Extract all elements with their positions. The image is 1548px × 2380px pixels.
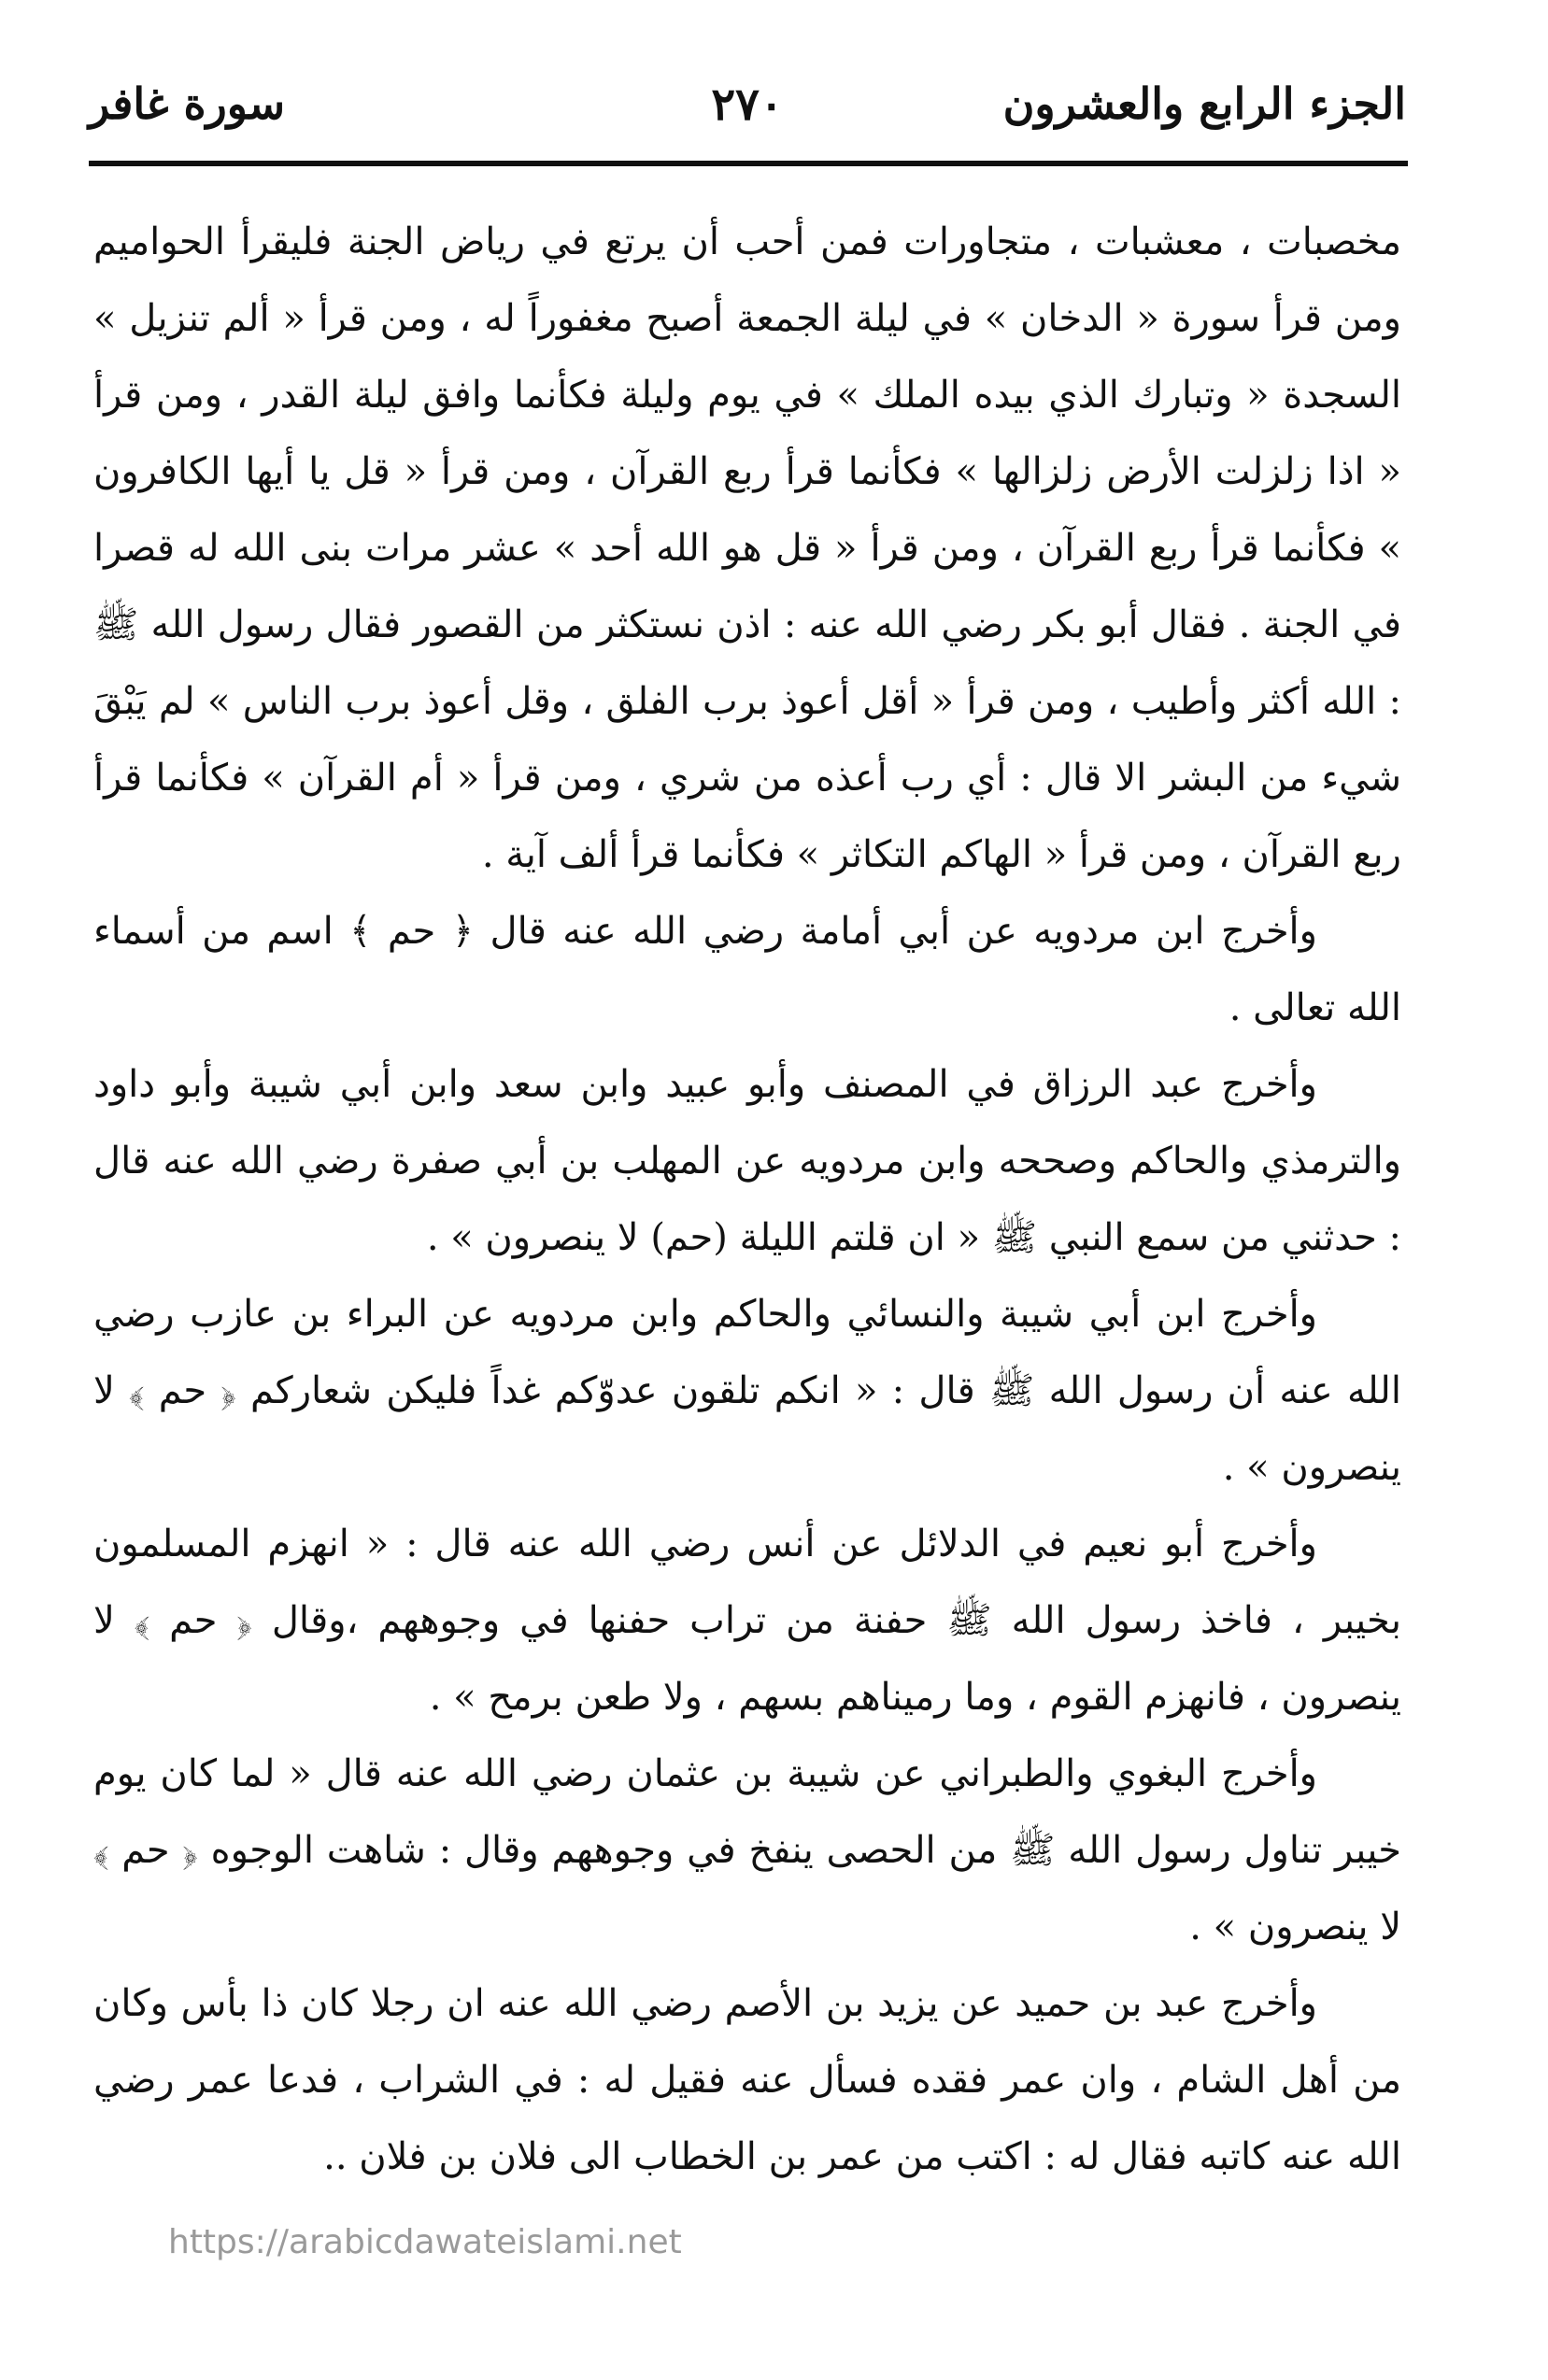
paragraph-3: وأخرج عبد الرزاق في المصنف وأبو عبيد وابن سعد وابن أبي شيبة وأبو داود والترمذي والحاكم وصححه وابن مردويه عن المهلب بن أبي صفرة رضي الله عنه قال : حدثني من سمع النبي ﷺ « ان قلتم الليلة (حم) لا ينصرون » .	[93, 1063, 1402, 1259]
paragraph-4: وأخرج ابن أبي شيبة والنسائي والحاكم وابن مردويه عن البراء بن عازب رضي الله عنه أن رسول الله ﷺ قال : « انكم تلقون عدوّكم غداً فليكن شعاركم ﴿ حم ﴾ لا ينصرون » .	[93, 1293, 1401, 1489]
paragraph-2: وأخرج ابن مردويه عن أبي أمامة رضي الله عنه قال ﴿ حم ﴾ اسم من أسماء الله تعالى .	[93, 910, 1401, 1029]
body-text	[93, 204, 1401, 2195]
part-title: الجزء الرابع والعشرون	[1002, 78, 1406, 129]
paragraph-6: وأخرج البغوي والطبراني عن شيبة بن عثمان رضي الله عنه قال « لما كان يوم خيبر تناول رسول الله ﷺ من الحصى ينفخ في وجوههم وقال : شاهت الوجوه ﴿ حم ﴾ لا ينصرون » .	[93, 1752, 1401, 1948]
page-number: ٢٧٠	[711, 78, 784, 131]
header-rule	[89, 161, 1408, 166]
surah-title: سورة غافر	[89, 78, 286, 129]
paragraph-7: وأخرج عبد بن حميد عن يزيد بن الأصم رضي الله عنه ان رجلا كان ذا بأس وكان من أهل الشام ، وان عمر فقده فسأل عنه فقيل له : في الشراب ، فدعا عمر رضي الله عنه كاتبه فقال له : اكتب من عمر بن الخطاب الى فلان بن فلان ..	[93, 1982, 1401, 2178]
page-header	[89, 65, 1406, 159]
paragraph-5: وأخرج أبو نعيم في الدلائل عن أنس رضي الله عنه قال : « انهزم المسلمون بخيبر ، فاخذ رسول الله ﷺ حفنة من تراب حفنها في وجوههم ،وقال ﴿ حم ﴾ لا ينصرون ، فانهزم القوم ، وما رميناهم بسهم ، ولا طعن برمح » .	[93, 1523, 1401, 1719]
watermark-url: https://arabicdawateislami.net	[168, 2223, 682, 2261]
paragraph-1: مخصبات ، معشبات ، متجاورات فمن أحب أن يرتع في رياض الجنة فليقرأ الحواميم ومن قرأ سورة « الدخان » في ليلة الجمعة أصبح مغفوراً له ، ومن قرأ « ألم تنزيل » السجدة « وتبارك الذي بيده الملك » في يوم وليلة فكأنما وافق ليلة القدر ، ومن قرأ « اذا زلزلت الأرض زلزالها » فكأنما قرأ ربع القرآن ، ومن قرأ « قل يا أيها الكافرون » فكأنما قرأ ربع القرآن ، ومن قرأ « قل هو الله أحد » عشر مرات بنى الله له قصرا في الجنة . فقال أبو بكر رضي الله عنه : اذن نستكثر من القصور فقال رسول الله ﷺ : الله أكثر وأطيب ، ومن قرأ « أقل أعوذ برب الفلق ، وقل أعوذ برب الناس » لم يَبْقَ شيء من البشر الا قال : أي رب أعذه من شري ، ومن قرأ « أم القرآن » فكأنما قرأ ربع القرآن ، ومن قرأ « الهاكم التكاثر » فكأنما قرأ ألف آية .	[93, 220, 1402, 876]
